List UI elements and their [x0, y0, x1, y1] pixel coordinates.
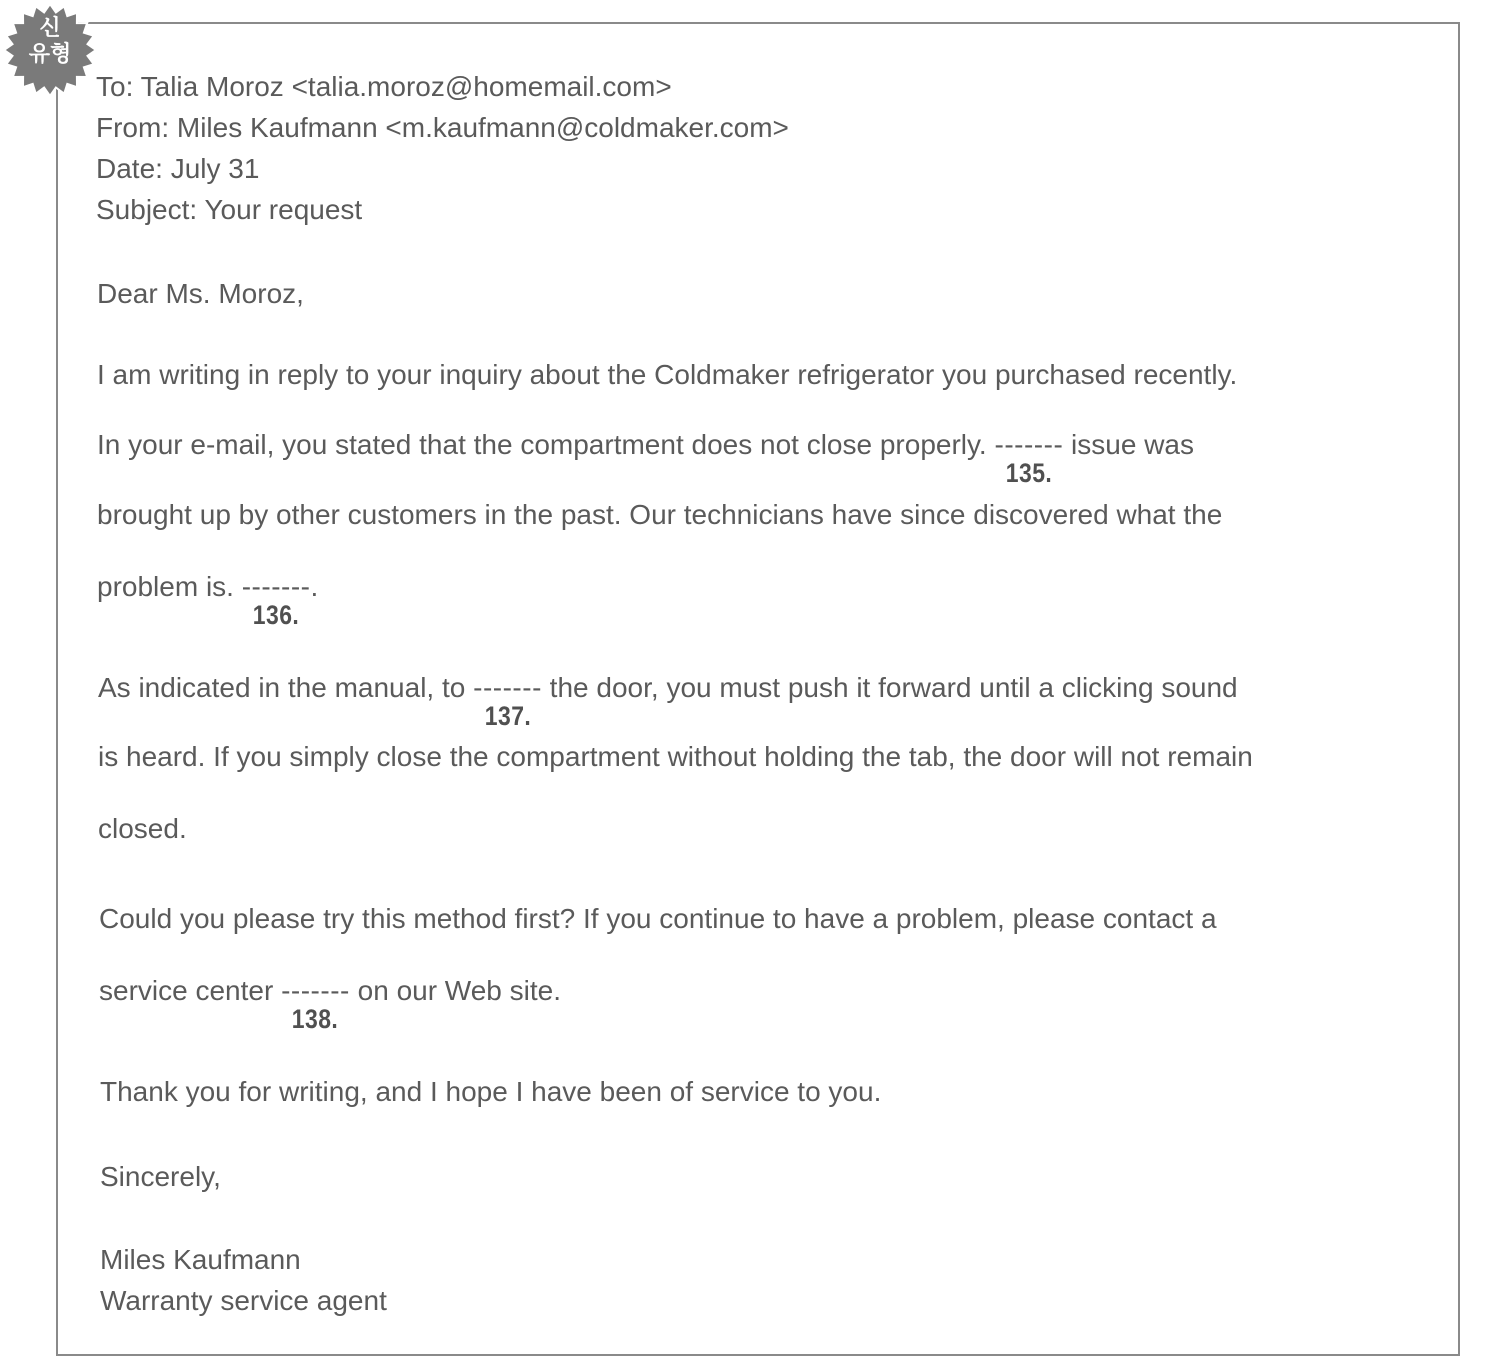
- greeting: Dear Ms. Moroz,: [97, 278, 304, 309]
- blank-136-dashes: -------: [241, 571, 311, 602]
- blank-136: [241, 570, 311, 630]
- p1-line-2-post: issue was: [1063, 429, 1194, 460]
- question-number-136-text: 136.: [252, 600, 300, 630]
- p1-line-1: I am writing in reply to your inquiry about the Coldmaker refrigerator you purchased recently.: [97, 359, 1238, 390]
- blank-137-dashes: -------: [473, 672, 542, 703]
- badge-line-2: 유형: [28, 42, 72, 67]
- new-type-badge: [2, 2, 98, 98]
- question-number-137-text: 137.: [484, 701, 531, 731]
- question-number-138: [288, 1002, 343, 1036]
- header-subject: Subject: Your request: [96, 194, 363, 225]
- p2-line-1: [98, 671, 1238, 731]
- p2-line-1-pre: As indicated in the manual, to: [98, 672, 474, 703]
- p2-line-2: is heard. If you simply close the compartment without holding the tab, the door will not remain: [98, 741, 1253, 772]
- question-number-135: [1002, 456, 1057, 490]
- p1-line-3: brought up by other customers in the past. Our technicians have since discovered what the: [97, 499, 1223, 530]
- header-from: From: Miles Kaufmann <m.kaufmann@coldmaker.com>: [96, 112, 789, 143]
- closing-line: Thank you for writing, and I hope I have been of service to you.: [100, 1076, 882, 1107]
- badge-text: [2, 16, 98, 68]
- signature-name: Miles Kaufmann: [100, 1244, 301, 1275]
- signoff: Sincerely,: [100, 1161, 221, 1192]
- question-number-137: [480, 699, 535, 733]
- blank-137: [473, 671, 542, 731]
- signature-title: Warranty service agent: [100, 1285, 387, 1316]
- question-number-136: [249, 598, 304, 632]
- header-to: To: Talia Moroz <talia.moroz@homemail.com>: [96, 71, 672, 102]
- p3-line-1: Could you please try this method first? If you continue to have a problem, please contact a: [99, 903, 1217, 934]
- p3-line-2-post: on our Web site.: [349, 975, 562, 1006]
- blank-135: [994, 428, 1064, 488]
- question-number-135-text: 135.: [1005, 458, 1053, 488]
- p1-line-2-pre: In your e-mail, you stated that the compartment does not close properly.: [97, 429, 995, 460]
- p3-line-2-pre: service center: [99, 975, 282, 1006]
- badge-line-1: 신: [39, 16, 61, 41]
- p1-line-4-post: .: [310, 571, 319, 602]
- p1-line-4: [97, 570, 319, 630]
- p2-line-1-post: the door, you must push it forward until a clicking sound: [541, 672, 1238, 703]
- blank-135-dashes: -------: [994, 429, 1064, 460]
- blank-138-dashes: -------: [281, 975, 350, 1006]
- header-date: Date: July 31: [96, 153, 260, 184]
- p3-line-2: [99, 974, 562, 1034]
- question-number-138-text: 138.: [292, 1004, 339, 1034]
- p2-line-3: closed.: [98, 813, 187, 844]
- blank-138: [281, 974, 350, 1034]
- p1-line-4-pre: problem is.: [97, 571, 242, 602]
- p1-line-2: [97, 428, 1194, 488]
